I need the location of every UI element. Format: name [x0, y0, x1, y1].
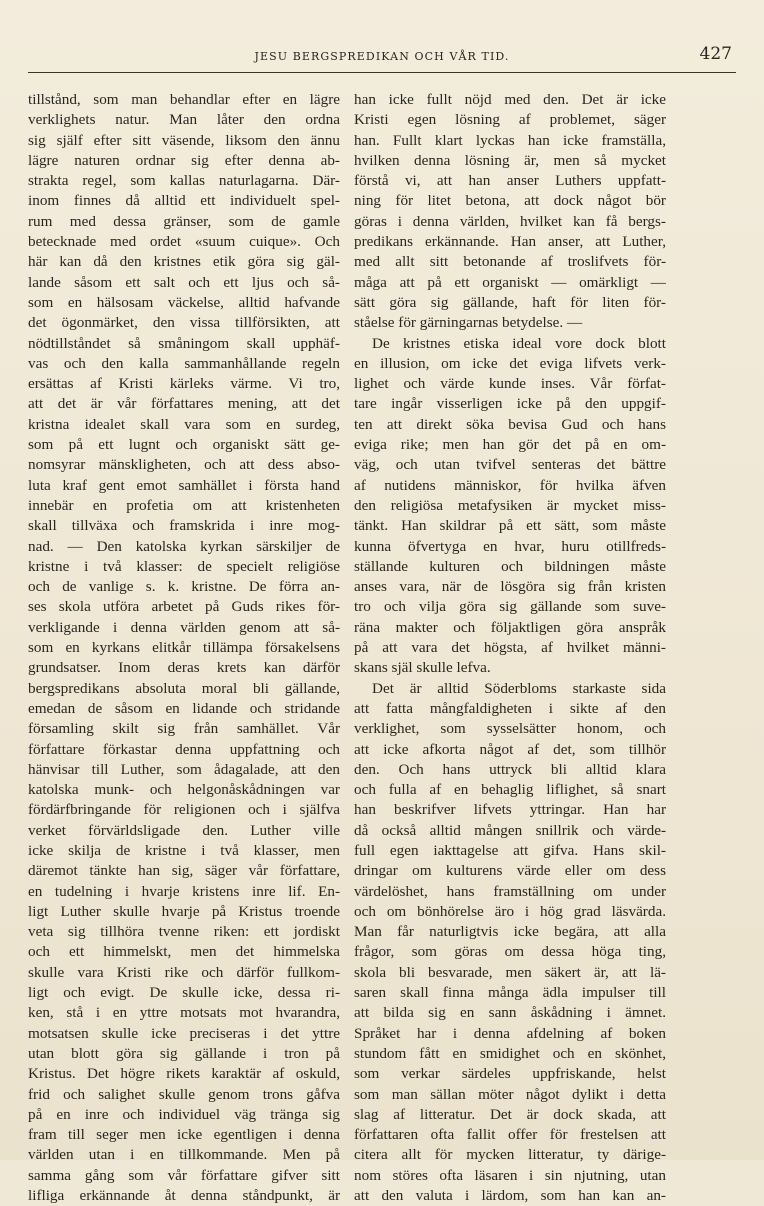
text-line: sätt göra sig gällande, haft för liten för-	[354, 293, 666, 311]
text-line: nomsyrar mänskligheten, och att dess abso-	[28, 456, 340, 474]
text-line: Språket har i denna afdelning af boken	[354, 1024, 666, 1042]
text-line: ersättas af Kristi kärleks värme. Vi tro,	[28, 375, 340, 393]
text-line: nom störes ofta läsaren i sin njutning, utan	[354, 1166, 666, 1184]
text-line: luta kraf gent emot samhället i första hand	[28, 476, 340, 494]
text-line: bergspredikans absoluta moral bli gällande,	[28, 679, 340, 697]
text-line: och fulla af en behaglig liflighet, så snart	[354, 781, 666, 799]
text-line: dringar om kulturens värde eller om dess	[354, 862, 666, 880]
text-line: lägre naturen ordnar sig efter denna ab-	[28, 151, 340, 169]
text-line: slag af litteratur. Det är dock skada, att	[354, 1105, 666, 1123]
text-line: förstå vi, att han anser Luthers uppfatt-	[354, 172, 666, 190]
text-line: Man får naturligtvis icke begära, att alla	[354, 923, 666, 941]
text-line: här kan då den kristnes etik göra sig gäl-	[28, 253, 340, 271]
text-line: kunna öfvertyga en hvar, huru otillfreds-	[354, 537, 666, 555]
text-line: katolska munk- och helgonåskådningen var	[28, 781, 340, 799]
text-line: nad. — Den katolska kyrkan särskiljer de	[28, 537, 340, 555]
text-line: som på ett lugnt och organiskt sätt ge-	[28, 436, 340, 454]
text-line: ligt och evigt. De skulle icke, dessa ri-	[28, 984, 340, 1002]
text-line: han beskrifver lifvets yttringar. Han har	[354, 801, 666, 819]
text-line: och de vanlige s. k. kristne. De förra an-	[28, 578, 340, 596]
text-line: han icke fullt nöjd med den. Det är icke	[354, 91, 666, 108]
text-line: fram till seger men icke egentligen i denna	[28, 1126, 340, 1144]
text-line: veta sig tillhöra tvenne riken: ett jordiskt	[28, 923, 340, 941]
text-line: icke skilja de kristne i två klasser, men	[28, 841, 340, 859]
text-line: verkligande i denna världen genom att så-	[28, 618, 340, 636]
text-line: väg, och utan tvifvel senteras det bättre	[354, 456, 666, 474]
text-line: ses skola utföra arbetet på Guds rikes för-	[28, 598, 340, 616]
text-line: skola bli besvarade, men säkert är, att lä-	[354, 963, 666, 981]
text-line: tillstånd, som man behandlar efter en lägre	[28, 91, 340, 108]
running-title: JESU BERGSPREDIKAN OCH VÅR TID.	[254, 50, 510, 63]
text-line: däremot tänkte han sig, säger vår författare,	[28, 862, 340, 880]
text-line: kristne i två klasser: de specielt religiöse	[28, 557, 340, 575]
text-line: emedan de såsom en lidande och stridande	[28, 699, 340, 717]
text-line: vas och den kalla sammanhållande regeln	[28, 354, 340, 372]
text-line: af nutidens människor, för hvilka äfven	[354, 476, 666, 494]
text-line: tro och vilja göra sig gällande som suve-	[354, 598, 666, 616]
text-line: då också alltid mången snillrik och värde-	[354, 821, 666, 839]
text-line: verklighet, som sysselsätter honom, och	[354, 720, 666, 738]
text-line: De kristnes etiska ideal vore dock blott	[372, 334, 666, 352]
text-line: Kristus. Det högre rikets karaktär af oskuld,	[28, 1065, 340, 1083]
text-line: att det är vår författares mening, att det	[28, 395, 340, 413]
text-line: verket förvärldsligade den. Luther ville	[28, 821, 340, 839]
text-line: lifliga erkännande åt denna ståndpunkt, är	[28, 1187, 340, 1205]
text-line: en illusion, om icke det eviga lifvets verk-	[354, 354, 666, 372]
text-line: ten att direkt söka bevisa Gud och hans	[354, 415, 666, 433]
text-line: betecknade med ordet «suum cuique». Och	[28, 233, 340, 251]
text-line: att icke afkorta något af det, som tillhör	[354, 740, 666, 758]
text-line: skans själ skulle lefva.	[354, 659, 491, 677]
text-line: strakta regel, som kallas naturlagarna. Där-	[28, 172, 340, 190]
text-line: med allt sitt betonande af troslifvets för-	[354, 253, 666, 271]
text-line: rum med dessa gränser, som de gamle	[28, 212, 340, 230]
text-line: grundsatser. Inom deras krets kan därför	[28, 659, 340, 677]
text-line: ning för litet betona, att dock något bör	[354, 192, 666, 210]
text-line: inom finnes då alltid ett individuelt spel-	[28, 192, 340, 210]
text-line: världen utan i en tillkommande. Men på	[28, 1146, 340, 1164]
text-line: Det är alltid Söderbloms starkaste sida	[372, 679, 666, 697]
text-line: värdelöshet, hans framställning om under	[354, 882, 666, 900]
text-line: det ögonmärket, den vissa tillförsikten, att	[28, 314, 340, 332]
page-number: 427	[699, 44, 732, 64]
text-line: Kristi egen lösning af problemet, säger	[354, 111, 666, 129]
right-text-column	[354, 90, 666, 1206]
text-line: som verkar särdeles uppfriskande, helst	[354, 1065, 666, 1083]
text-line: ligt Luther skulle hvarje på Kristus troende	[28, 902, 340, 920]
text-line: eviga rike; men han gör det på en om-	[354, 436, 666, 454]
text-line: och ett himmelskt, men det himmelska	[28, 943, 340, 961]
text-line: författaren ofta fallit offer för frestelsen att	[354, 1126, 666, 1144]
text-line: stundom fått en smidighet och en skönhet,	[354, 1044, 666, 1062]
text-line: saren skall finna många ädla impulser till	[354, 984, 666, 1002]
text-line: kristna idealet skall vara som en surdeg,	[28, 415, 340, 433]
text-line: motsatsen skulle icke preciseras i det yttre	[28, 1024, 340, 1042]
text-line: ställande kulturen och bildningen måste	[354, 557, 666, 575]
text-line: tare ingår visserligen icke på den uppgif-	[354, 395, 666, 413]
text-line: anses vara, när de lösgöra sig från kristen	[354, 578, 666, 596]
text-line: innebär en profetia om att kristenheten	[28, 496, 340, 514]
text-line: att den valuta i lärdom, som han kan an-	[354, 1187, 666, 1205]
text-line: full egen iakttagelse att gifva. Hans skil-	[354, 841, 666, 859]
text-line: sig själf efter sitt väsende, liksom den ännu	[28, 131, 340, 149]
text-line: göras i denna världen, hvilket kan få bergs-	[354, 212, 666, 230]
text-line: verklighets natur. Man låter den ordna	[28, 111, 340, 129]
text-line: som en hälsosam väckelse, alltid hafvande	[28, 293, 340, 311]
text-line: tänkt. Han skildrar på ett sätt, som måste	[354, 517, 666, 535]
text-line: citera allt för mycken litteratur, ty därige-	[354, 1146, 666, 1164]
text-line: predikans erkännande. Han anser, att Luther,	[354, 233, 666, 251]
text-line: författare förkastar denna uppfattning och	[28, 740, 340, 758]
text-line: en tudelning i hvarje kristens inre lif. En-	[28, 882, 340, 900]
left-text-column	[28, 90, 340, 1206]
text-line: hänvisar till Luther, som ådagalade, att den	[28, 760, 340, 778]
text-line: frågor, som göras om dessa höga ting,	[354, 943, 666, 961]
text-line: på att vara det högsta, af hvilket männi-	[354, 639, 666, 657]
running-header	[28, 46, 736, 73]
text-line: och om bönhörelse äro i hög grad läsvärda.	[354, 902, 666, 920]
text-line: måga att på ett organiskt — omärkligt —	[354, 273, 666, 291]
text-line: den religiösa metafysiken är mycket miss-	[354, 496, 666, 514]
text-line: lande såsom ett salt och ett ljus och så-	[28, 273, 340, 291]
text-line: församling skilt sig från samhället. Vår	[28, 720, 340, 738]
text-line: frid och salighet skulle genom trons gåfva	[28, 1085, 340, 1103]
text-line: på en inre och individuel väg tränga sig	[28, 1105, 340, 1123]
text-line: utan blott göra sig gällande i tron på	[28, 1044, 340, 1062]
text-line: att bilda sig en sann åskådning i ämnet.	[354, 1004, 666, 1022]
text-line: att fatta mångfaldigheten i sikte af den	[354, 699, 666, 717]
text-line: samma gång som vår författare gifver sitt	[28, 1166, 340, 1184]
text-line: som man sällan möter något dylikt i detta	[354, 1085, 666, 1103]
text-line: räna makter och följaktligen göra anspråk	[354, 618, 666, 636]
text-line: skulle vara Kristi rike och därför fullkom-	[28, 963, 340, 981]
text-line: han. Fullt klart lyckas han icke framställa,	[354, 131, 666, 149]
text-line: hvilken denna lösning är, men så mycket	[354, 151, 666, 169]
text-line: ken, stå i en yttre motsats mot hvarandra,	[28, 1004, 340, 1022]
text-line: fördärfbringande för religionen och i själfva	[28, 801, 340, 819]
text-line: den. Och hans uttryck bli alltid klara	[354, 760, 666, 778]
text-line: nödtillståndet så småningom skall upphäf-	[28, 334, 340, 352]
text-line: lighet och värde kunde inses. Vår förfat-	[354, 375, 666, 393]
text-line: skall tillväxa och framskrida i inre mog-	[28, 517, 340, 535]
text-line: som en kyrkans elitkår tillämpa försakelsens	[28, 639, 340, 657]
text-line: ståelse för gärningarnas betydelse. —	[354, 314, 583, 332]
